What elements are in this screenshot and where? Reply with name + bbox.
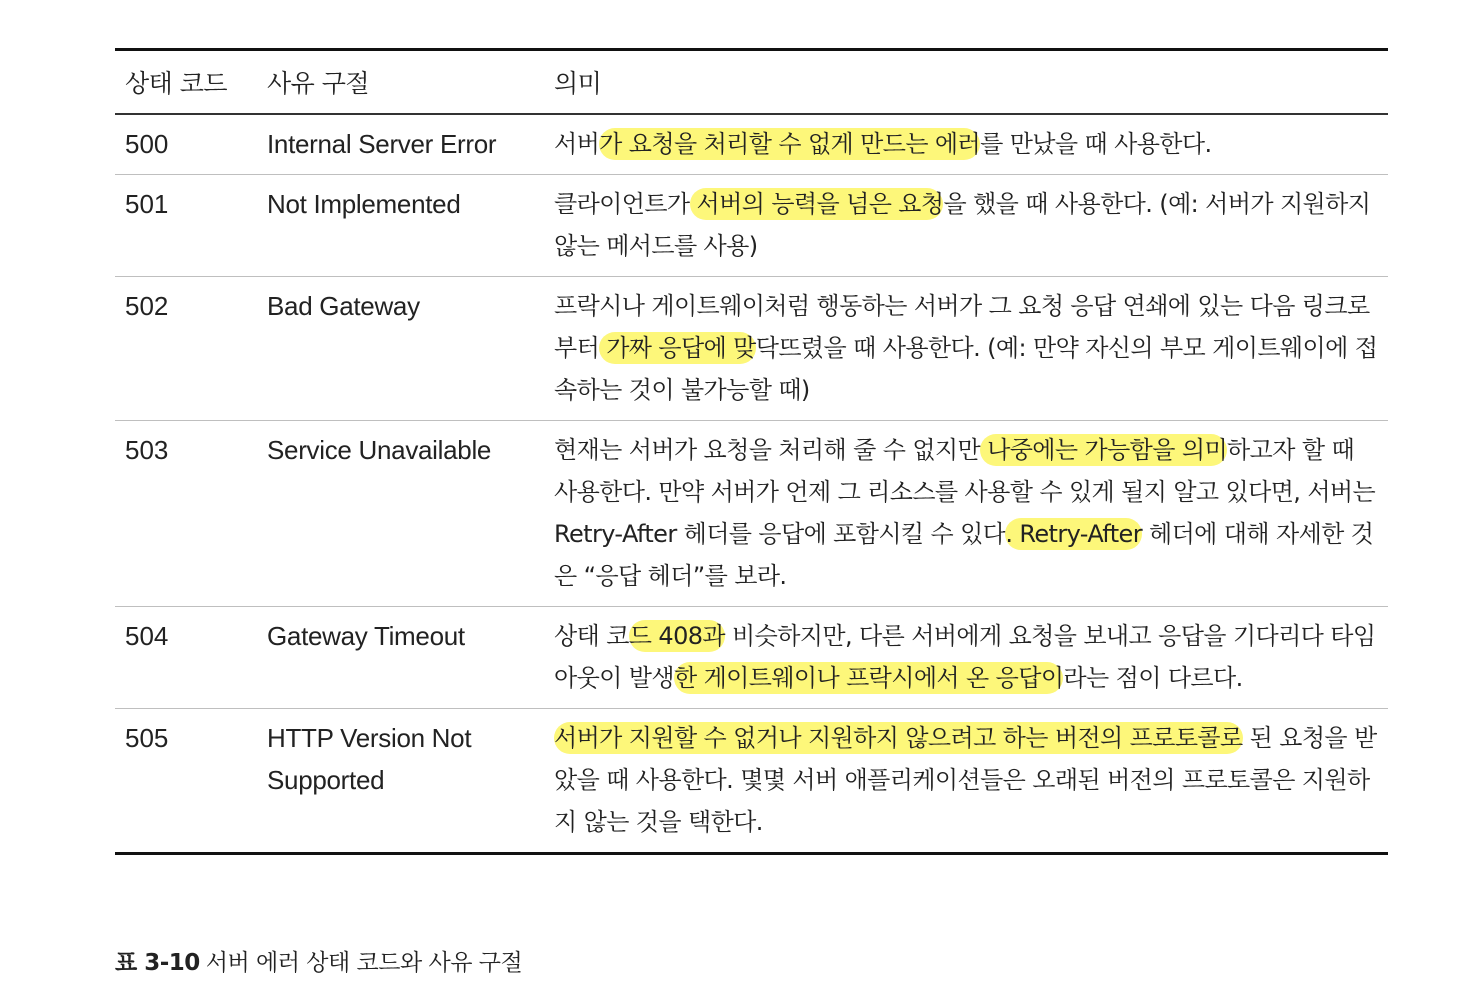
reason-phrase-cell: Internal Server Error (257, 114, 544, 175)
highlighted-text: 서버가 지원할 수 없거나 지원하지 않으려고 하는 버전의 프로토콜로 (554, 724, 1243, 752)
meaning-text: 된 요청을 받았을 때 사용한다. 몇몇 서버 애플리케이션들은 오래된 버전의 프로토콜은 지원하지 않는 것을 택한다. (554, 724, 1377, 836)
status-code-cell: 500 (115, 114, 257, 175)
highlighted-text: 가 요청을 처리할 수 없게 만드는 에러 (599, 130, 981, 158)
meaning-cell (544, 277, 1388, 421)
table-header-row (115, 50, 1388, 115)
highlighted-text: 한 게이트웨이나 프락시에서 온 응답이 (673, 664, 1064, 692)
meaning-text: 클라이언트가 (554, 190, 690, 218)
highlighted-text: 나중에는 가능함을 의미 (980, 436, 1228, 464)
status-code-cell: 502 (115, 277, 257, 421)
meaning-cell (544, 175, 1388, 277)
table-row (115, 421, 1388, 607)
status-code-table-section (115, 48, 1388, 855)
status-code-cell: 503 (115, 421, 257, 607)
meaning-text: 프락시나 게이트웨이처럼 행동하는 서버가 그 요청 응답 연쇄에 있는 다음 링크로부터 (554, 292, 1370, 362)
reason-phrase-cell: Not Implemented (257, 175, 544, 277)
status-code-cell: 501 (115, 175, 257, 277)
caption-label: 표 3-10 (115, 950, 200, 976)
meaning-cell (544, 421, 1388, 607)
table-row (115, 114, 1388, 175)
status-code-cell: 505 (125, 723, 169, 753)
highlighted-text: 서버의 능력을 넘은 요청 (689, 190, 944, 218)
caption-text: 서버 에러 상태 코드와 사유 구절 (205, 950, 523, 976)
meaning-cell (544, 607, 1388, 709)
meaning-cell (544, 709, 1388, 854)
meaning-text: 닥뜨렸을 때 사용한다. (예: 만약 자신의 부모 게이트웨이에 접속하는 것이 불가능할 때) (554, 334, 1378, 404)
table-row (115, 175, 1388, 277)
meaning-text: 현재는 서버가 요청을 처리해 줄 수 없지만 (554, 436, 981, 464)
table-row (115, 277, 1388, 421)
highlighted-text: . Retry-After (1005, 520, 1142, 548)
reason-phrase-cell: HTTP Version Not Supported (267, 723, 472, 795)
table-caption (115, 944, 522, 977)
highlighted-text: 드 408과 (628, 622, 725, 650)
meaning-text: 상태 코 (554, 622, 629, 650)
table-row (115, 607, 1388, 709)
meaning-text: 라는 점이 다르다. (1063, 664, 1243, 692)
meaning-text: 를 만났을 때 사용한다. (980, 130, 1212, 158)
meaning-text: 비슷하지만, 다른 서버에게 요청을 보내고 응답을 기다리다 타임아웃이 발생 (554, 622, 1376, 692)
meaning-text: 을 했을 때 사용한다. (예: 서버가 지원하지 않는 메서드를 사용) (554, 190, 1371, 260)
meaning-text: 헤더에 대해 자세한 것은 “응답 헤더”를 보라. (554, 520, 1374, 590)
meaning-text: 하고자 할 때 사용한다. 만약 서버가 언제 그 리소스를 사용할 수 있게 될지 알고 있다면, 서버는 Retry-After 헤더를 응답에 포함시킬 수 있다 (554, 436, 1376, 548)
header-reason-phrase: 사유 구절 (257, 50, 544, 115)
meaning-text: 서버 (554, 130, 600, 158)
reason-phrase-cell: Service Unavailable (257, 421, 544, 607)
highlighted-text: 가짜 응답에 맞 (599, 334, 756, 362)
reason-phrase-cell: Bad Gateway (257, 277, 544, 421)
status-code-cell: 504 (115, 607, 257, 709)
header-meaning: 의미 (544, 50, 1388, 115)
server-error-status-table (115, 48, 1388, 855)
meaning-cell (544, 114, 1388, 175)
header-status-code: 상태 코드 (115, 50, 257, 115)
table-row (115, 709, 1388, 854)
reason-phrase-cell: Gateway Timeout (257, 607, 544, 709)
